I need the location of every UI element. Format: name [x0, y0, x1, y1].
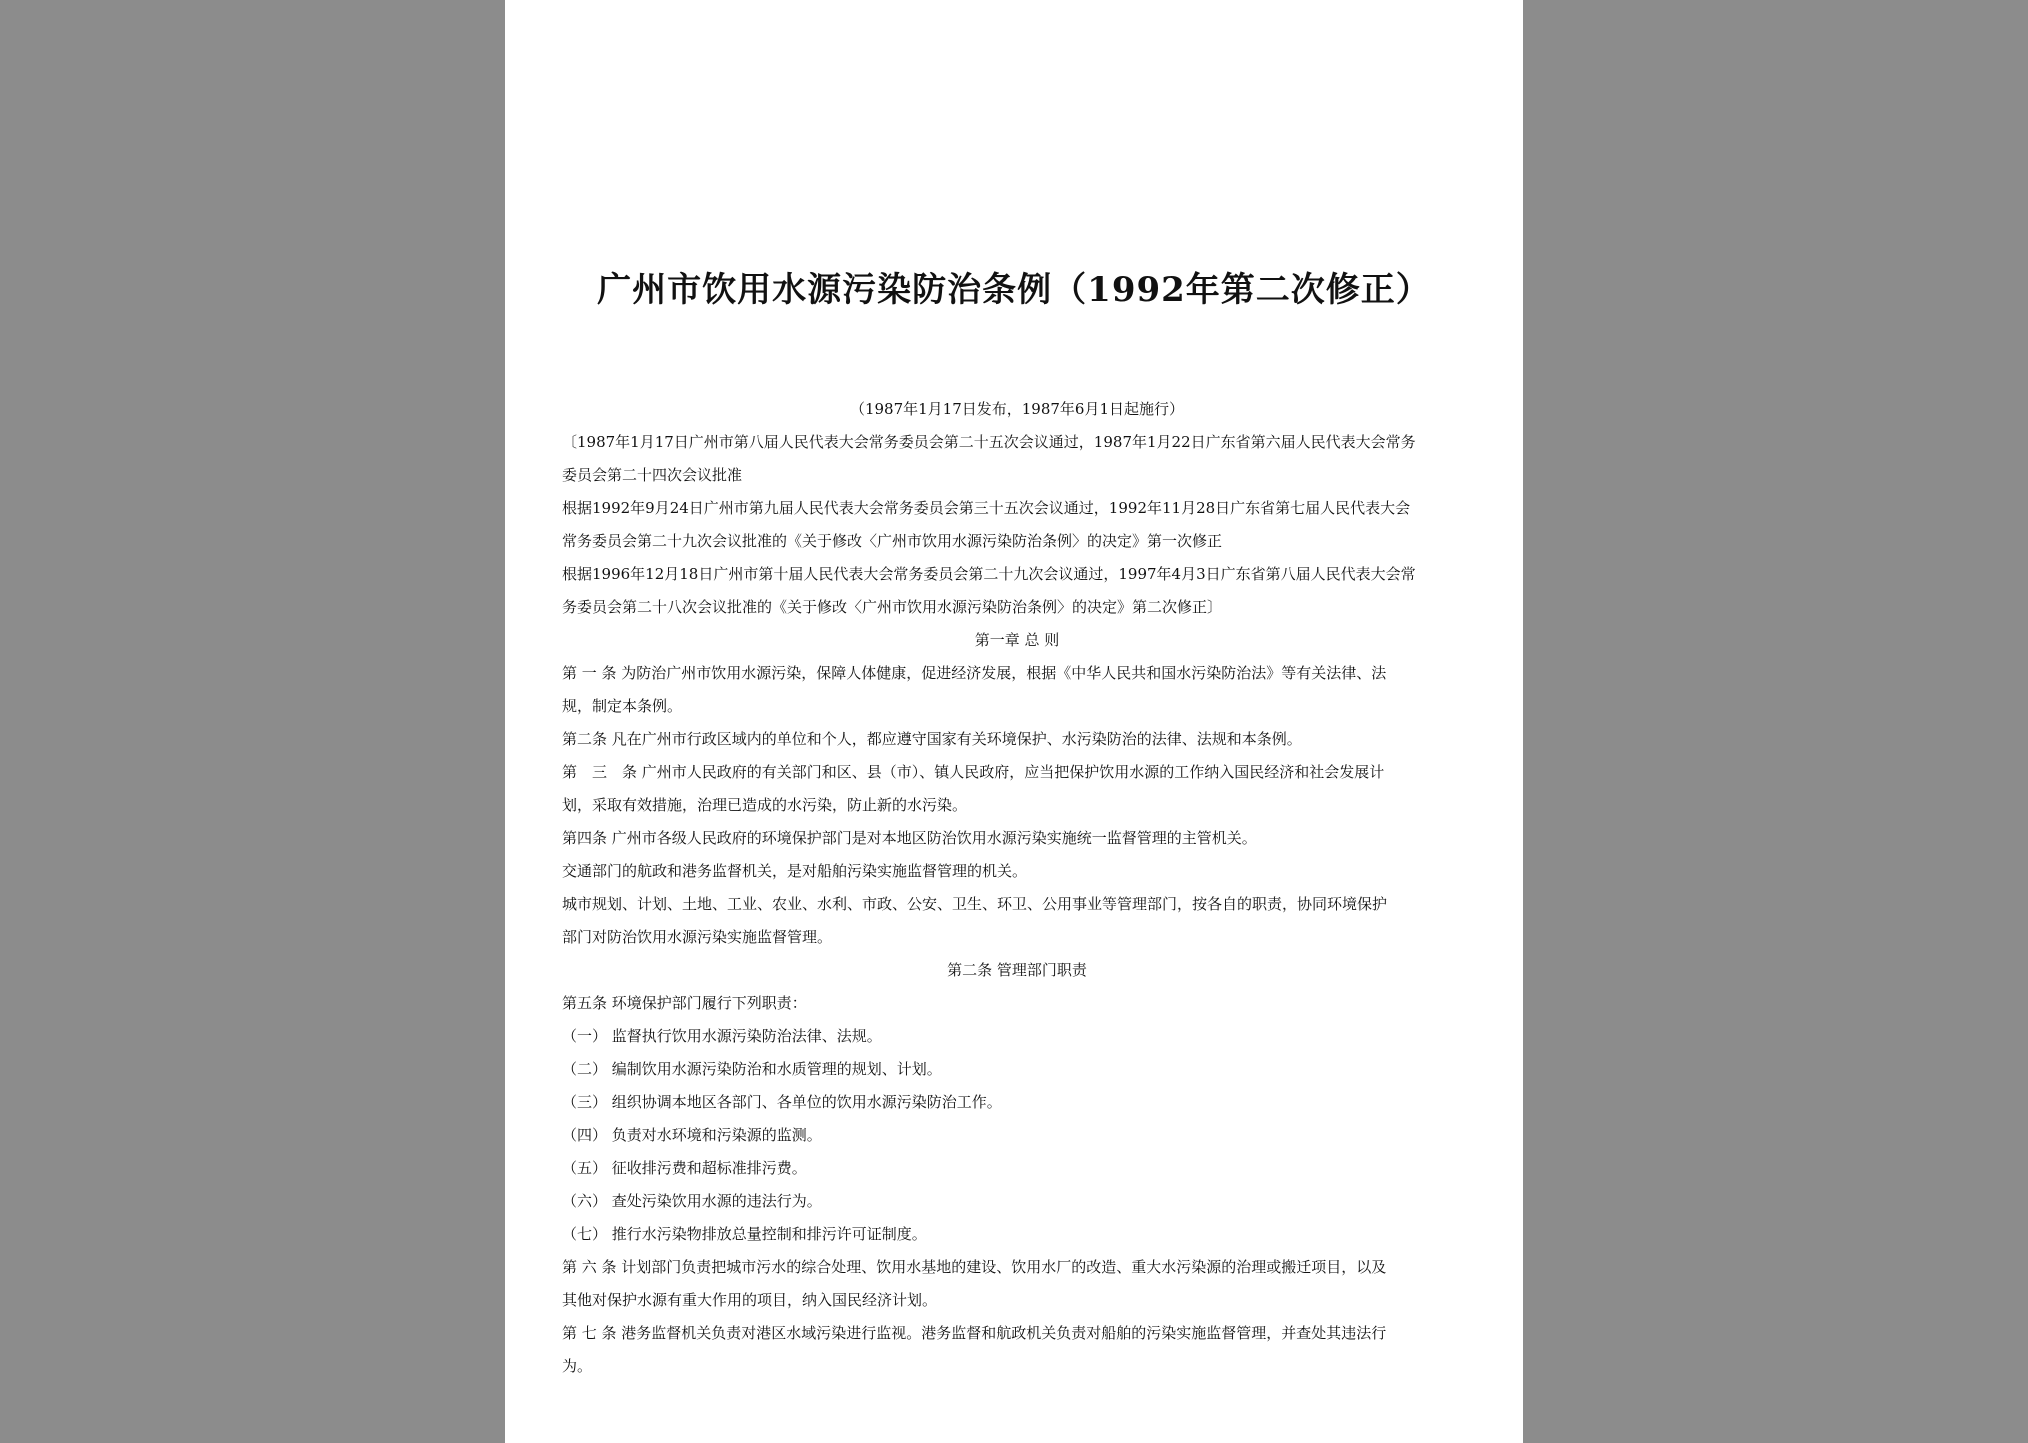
section-heading-line: （1987年1月17日发布，1987年6月1日起施行）	[849, 400, 1185, 418]
document-page	[505, 0, 1523, 1443]
body-text-line: （四） 负责对水环境和污染源的监测。	[562, 1126, 822, 1144]
body-text-line: 务委员会第二十八次会议批准的《关于修改〈广州市饮用水源污染防治条例〉的决定》第二次修正〕	[562, 598, 1223, 616]
body-text-line: 第 七 条 港务监督机关负责对港区水域污染进行监视。港务监督和航政机关负责对船舶的污染实施监督管理，并查处其违法行	[562, 1324, 1387, 1342]
body-text-line: 规，制定本条例。	[562, 697, 683, 715]
body-text-line: 划，采取有效措施，治理已造成的水污染，防止新的水污染。	[562, 796, 968, 814]
body-text-line: 第四条 广州市各级人民政府的环境保护部门是对本地区防治饮用水源污染实施统一监督管理的主管机关。	[562, 829, 1257, 847]
document-title: 广州市饮用水源污染防治条例（1992年第二次修正）	[597, 270, 1431, 310]
body-text-line: 根据1996年12月18日广州市第十届人民代表大会常务委员会第二十九次会议通过，1997年4月3日广东省第八届人民代表大会常	[562, 565, 1416, 583]
body-text-line: （三） 组织协调本地区各部门、各单位的饮用水源污染防治工作。	[562, 1093, 1002, 1111]
body-text-line: 其他对保护水源有重大作用的项目，纳入国民经济计划。	[562, 1291, 938, 1309]
body-text-line: 〔1987年1月17日广州市第八届人民代表大会常务委员会第二十五次会议通过，1987年1月22日广东省第六届人民代表大会常务	[562, 433, 1416, 451]
body-text-line: 第 六 条 计划部门负责把城市污水的综合处理、饮用水基地的建设、饮用水厂的改造、重大水污染源的治理或搬迁项目，以及	[562, 1258, 1387, 1276]
section-heading-line: 第一章 总 则	[974, 631, 1060, 649]
body-text-line: 交通部门的航政和港务监督机关，是对船舶污染实施监督管理的机关。	[562, 862, 1028, 880]
document-body	[562, 393, 1472, 1383]
body-text-line: （一） 监督执行饮用水源污染防治法律、法规。	[562, 1027, 882, 1045]
body-text-line: 第二条 凡在广州市行政区域内的单位和个人，都应遵守国家有关环境保护、水污染防治的法律、法规和本条例。	[562, 730, 1302, 748]
body-text-line: 第 三 条 广州市人民政府的有关部门和区、县（市）、镇人民政府，应当把保护饮用水源的工作纳入国民经济和社会发展计	[562, 763, 1385, 781]
body-text-line: （二） 编制饮用水源污染防治和水质管理的规划、计划。	[562, 1060, 942, 1078]
body-text-line: 根据1992年9月24日广州市第九届人民代表大会常务委员会第三十五次会议通过，1992年11月28日广东省第七届人民代表大会	[562, 499, 1411, 517]
body-text-line: 城市规划、计划、土地、工业、农业、水利、市政、公安、卫生、环卫、公用事业等管理部门，按各自的职责，协同环境保护	[562, 895, 1388, 913]
body-text-line: （七） 推行水污染物排放总量控制和排污许可证制度。	[562, 1225, 927, 1243]
body-text-line: 部门对防治饮用水源污染实施监督管理。	[562, 928, 833, 946]
body-text-line: 为。	[562, 1357, 593, 1375]
body-text-line: （五） 征收排污费和超标准排污费。	[562, 1159, 807, 1177]
body-text-line: 常务委员会第二十九次会议批准的《关于修改〈广州市饮用水源污染防治条例〉的决定》第一次修正	[562, 532, 1223, 550]
body-text-line: 第五条 环境保护部门履行下列职责：	[562, 994, 807, 1012]
body-text-line: 委员会第二十四次会议批准	[562, 466, 743, 484]
section-heading-line: 第二条 管理部门职责	[947, 961, 1087, 979]
body-text-line: 第 一 条 为防治广州市饮用水源污染，保障人体健康，促进经济发展，根据《中华人民共和国水污染防治法》等有关法律、法	[562, 664, 1387, 682]
body-text-line: （六） 查处污染饮用水源的违法行为。	[562, 1192, 822, 1210]
